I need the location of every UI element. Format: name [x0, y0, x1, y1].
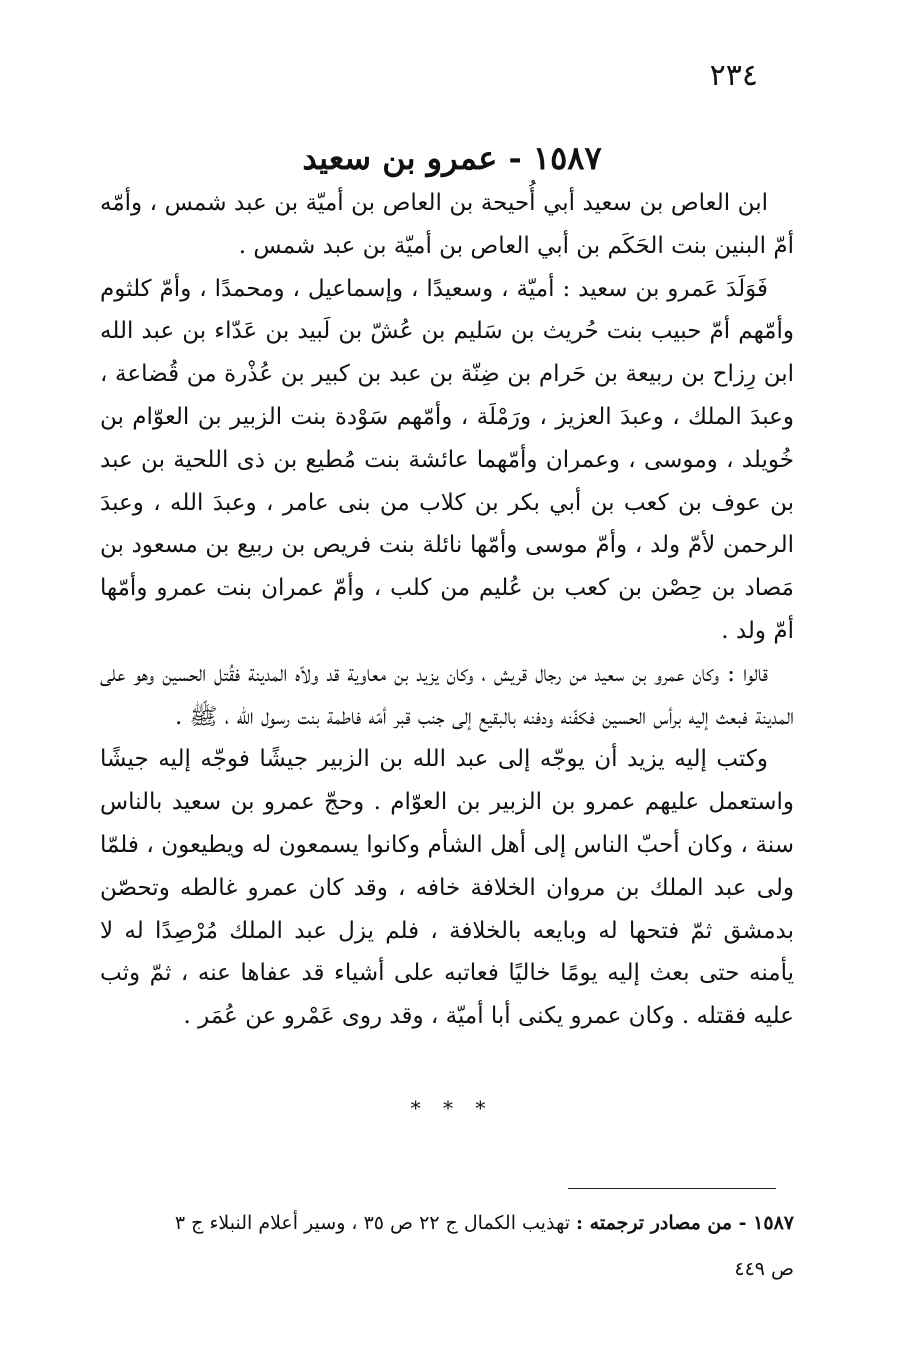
page-number: ٢٣٤ — [709, 58, 758, 93]
paragraph-biography: وكتب إليه يزيد أن يوجّه إلى عبد الله بن الزبير جيشًا فوجّه إليه جيشًا واستعمل عليهم عمرو بن الزبير بن العوّام . وحجّ عمرو بن سعيد بالناس سنة ، وكان أحبّ الناس إلى أهل الشأم وكانوا يسمعون له ويطيعون ، فلمّا ولى عبد الملك بن مروان الخلافة خافه ، وقد كان عمرو غالطه وتحصّن بدمشق ثمّ فتحها له وبايعه بالخلافة ، فلم يزل عبد الملك مُرْصِدًا له لا يأمنه حتى بعث إليه يومًا خاليًا فعاتبه على أشياء قد عفاها عنه ، ثمّ وثب عليه فقتله . وكان عمرو يكنى أبا أميّة ، وقد روى عَمْرو عن عُمَر . — [100, 746, 794, 1030]
footnote-continuation: ص ٤٤٩ — [734, 1258, 794, 1280]
section-divider: * * * — [410, 1096, 494, 1120]
footnote-line — [100, 1200, 794, 1246]
footnote-rule — [568, 1188, 776, 1189]
footnote — [100, 1200, 794, 1292]
footnote-head: ١٥٨٧ - من مصادر ترجمته : — [576, 1212, 794, 1234]
entry-body — [100, 182, 794, 1038]
entry-title: ١٥٨٧ - عمرو بن سعيد — [302, 139, 602, 177]
footnote-text: تهذيب الكمال ج ٢٢ ص ٣٥ ، وسير أعلام النبلاء ج ٣ — [174, 1212, 570, 1234]
paragraph-medina: قالوا : وكان عمرو بن سعيد من رجال قريش ، وكان يزيد بن معاوية قد ولاّه المدينة فقُتل الحسين وهو على المدينة فبعث إليه برأس الحسين فكفّنه ودفنه بالبقيع إلى جنب قبر أمّه فاطمة بنت رسول الله ، ﷺ . — [100, 660, 794, 730]
paragraph-children: فَوَلَدَ عَمرو بن سعيد : أميّة ، وسعيدًا ، وإسماعيل ، ومحمدًا ، وأمّ كلثوم وأمّهم أمّ حبيب بنت حُريث بن سَليم بن عُشّ بن لَبيد بن عَدّاء بن عبد الله ابن رِزاح بن ربيعة بن حَرام بن ضِنّة بن عبد بن كبير بن عُذْرة من قُضاعة ، وعبدَ الملك ، وعبدَ العزيز ، ورَمْلَة ، وأمّهم سَوْدة بنت الزبير بن العوّام بن خُويلد ، وموسى ، وعمران وأمّهما عائشة بنت مُطيع بن ذى اللحية بن عبد بن عوف بن كعب بن أبي بكر بن كلاب من بنى عامر ، وعبدَ الله ، وعبدَ الرحمن لأمّ ولد ، وأمّ موسى وأمّها نائلة بنت فريص بن ربيع بن مسعود بن مَصاد بن حِصْن بن كعب بن عُليم من كلب ، وأمّ عمران بنت عمرو وأمّها أمّ ولد . — [100, 275, 794, 644]
paragraph-lineage: ابن العاص بن سعيد أبي أُحيحة بن العاص بن أميّة بن عبد شمس ، وأمّه أمّ البنين بنت الحَكَم بن أبي العاص بن أميّة بن عبد شمس . — [100, 190, 794, 259]
